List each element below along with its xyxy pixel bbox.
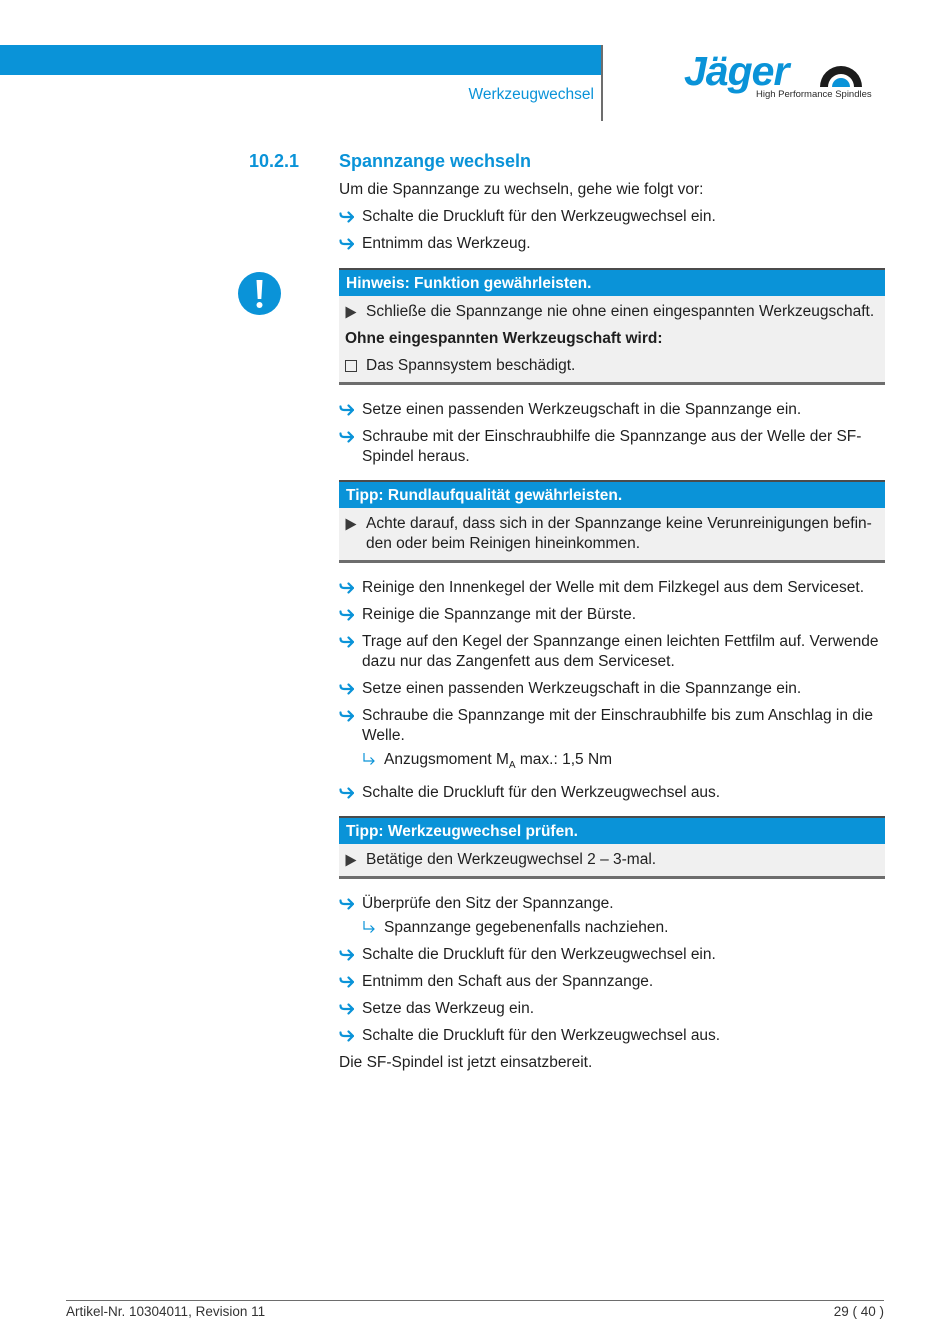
step-arrow-icon	[339, 898, 354, 910]
notice-box	[339, 268, 885, 385]
step-arrow-icon	[339, 431, 354, 443]
list-item: Trage auf den Kegel der Spannzange einen leichten Fettfilm auf. Verwende dazu nur das Zangenfett aus dem Serviceset.	[339, 632, 885, 672]
intro-text: Um die Spannzange zu wechseln, gehe wie folgt vor:	[339, 181, 704, 198]
footer-divider	[66, 1300, 884, 1301]
step-arrow-icon	[339, 582, 354, 594]
step-arrow-icon	[339, 683, 354, 695]
tip-title: Tipp: Werkzeugwechsel prüfen.	[339, 816, 885, 844]
list-item: Schraube mit der Einschraubhilfe die Spannzange aus der Welle der SF-Spindel heraus.	[339, 427, 885, 467]
step-arrow-icon	[339, 609, 354, 621]
list-item: Setze einen passenden Werkzeugschaft in die Spannzange ein.	[339, 679, 885, 699]
section-title: Spannzange wechseln	[339, 151, 532, 171]
step-arrow-icon	[339, 636, 354, 648]
notice-instruction: Schließe die Spannzange nie ohne einen eingespannten Werkzeugschaft.	[345, 302, 877, 322]
notice-title: Hinweis: Funktion gewährleisten.	[339, 268, 885, 296]
step-arrow-icon	[339, 787, 354, 799]
closing-text: Die SF-Spindel ist jetzt einsatzbereit.	[339, 1054, 593, 1072]
step-arrow-icon	[339, 211, 354, 223]
header-bar	[0, 45, 602, 75]
result-arrow-icon	[362, 752, 376, 767]
list-item: Setze einen passenden Werkzeugschaft in die Spannzange ein.	[339, 400, 885, 420]
tip-box-runout	[339, 480, 885, 563]
step-arrow-icon	[339, 949, 354, 961]
result-item: Spannzange gegebenenfalls nachziehen.	[339, 918, 885, 938]
checkbox-icon	[345, 360, 357, 372]
play-triangle-icon	[345, 518, 357, 531]
footer-article-number: Artikel-Nr. 10304011, Revision 11	[66, 1304, 266, 1319]
play-triangle-icon	[345, 854, 357, 867]
logo-wordmark: Jäger	[684, 48, 789, 94]
spindle-arc-icon	[817, 64, 865, 88]
list-item: Schalte die Druckluft für den Werkzeugwechsel ein.	[339, 945, 885, 965]
list-item: Schraube die Spannzange mit der Einschraubhilfe bis zum Anschlag in die Welle.	[339, 706, 885, 746]
list-item: Schalte die Druckluft für den Werkzeugwechsel aus.	[339, 783, 885, 803]
footer-page-number: 29 ( 40 )	[833, 1304, 884, 1319]
list-item: Schalte die Druckluft für den Werkzeugwechsel ein.	[339, 207, 885, 227]
result-item: Anzugsmoment $M_A$ max.: 1,5 Nm	[339, 750, 885, 776]
result-arrow-icon	[362, 920, 376, 935]
step-arrow-icon	[339, 1003, 354, 1015]
tip-title: Tipp: Rundlaufqualität gewährleisten.	[339, 480, 885, 508]
list-item: Schalte die Druckluft für den Werkzeugwechsel aus.	[339, 1026, 885, 1046]
tip-instruction: Betätige den Werkzeugwechsel 2 – 3-mal.	[345, 850, 877, 870]
notice-consequence: Das Spannsystem beschädigt.	[345, 356, 877, 376]
list-item: Reinige die Spannzange mit der Bürste.	[339, 605, 885, 625]
jaeger-logo	[684, 48, 872, 102]
main-content	[339, 180, 885, 1080]
section-header: Werkzeugwechsel	[468, 86, 594, 103]
step-arrow-icon	[339, 1030, 354, 1042]
step-arrow-icon	[339, 976, 354, 988]
logo-tagline: High Performance Spindles	[756, 89, 872, 100]
list-item: Setze das Werkzeug ein.	[339, 999, 885, 1019]
step-arrow-icon	[339, 404, 354, 416]
notice-consequence-label: Ohne eingespannten Werkzeugschaft wird:	[345, 330, 663, 347]
list-item: Entnimm das Werkzeug.	[339, 234, 885, 254]
play-triangle-icon	[345, 306, 357, 319]
list-item: Entnimm den Schaft aus der Spannzange.	[339, 972, 885, 992]
step-arrow-icon	[339, 710, 354, 722]
tip-instruction: Achte darauf, dass sich in der Spannzange keine Verunreinigungen befin-den oder beim Reinigen hineinkommen.	[345, 514, 877, 554]
tip-box-check	[339, 816, 885, 879]
header-divider	[601, 45, 603, 121]
list-item: Reinige den Innenkegel der Welle mit dem Filzkegel aus dem Serviceset.	[339, 578, 885, 598]
step-arrow-icon	[339, 238, 354, 250]
exclamation-circle-icon	[237, 271, 282, 316]
list-item: Überprüfe den Sitz der Spannzange.	[339, 894, 885, 914]
section-number: 10.2.1	[249, 151, 300, 171]
